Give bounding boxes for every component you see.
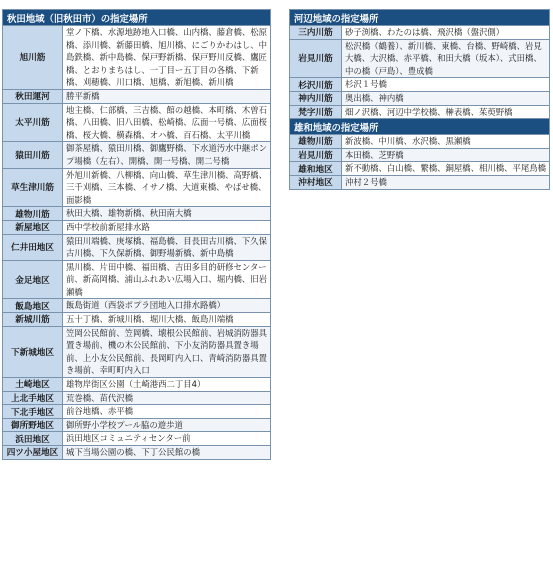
location-places: 御茶屋橋、猿田川橋、御鷹野橋、下水道汚水中継ポンプ場橋（左右）、開橋、開一号橋、開二号橋 [63,142,271,168]
location-name: 杉沢川筋 [290,78,342,92]
location-places: 本田橋、芝野橋 [342,148,550,162]
location-name: 土崎地区 [3,378,63,392]
location-places: 新波橋、中川橋、水沢橋、黒瀬橋 [342,135,550,149]
kawabe-area-header [290,10,550,26]
akita-area-table [2,9,271,460]
location-name: 猿田川筋 [3,142,63,168]
location-name: 草生津川筋 [3,168,63,207]
table-row [3,378,271,392]
location-name: 新城川筋 [3,313,63,327]
location-places: 笠岡公民館前、笠岡橋、壊根公民館前、岩城消防器具置き場前、機の木公民館前、下小友消防器具置き場前、上小友公民館前、長岡町内入口、青崎消防器具置き場前、幸町町内入口 [63,326,271,377]
location-name: 四ツ小屋地区 [3,446,63,460]
table-row [290,39,550,78]
kawabe-area-title: 河辺地域の指定場所 [290,10,550,26]
location-places: 沖村２号橋 [342,175,550,189]
table-row [3,446,271,460]
table-row [3,418,271,432]
location-name: 新屋地区 [3,220,63,234]
table-row [290,91,550,105]
location-name: 仁井田地区 [3,234,63,260]
location-places: 畑ノ沢橋、河辺中学校橋、榊表橋、茱萸野橋 [342,105,550,119]
location-name: 太平川筋 [3,103,63,142]
location-name: 下新城地区 [3,326,63,377]
location-name: 下北手地区 [3,405,63,419]
location-places: 勝平新橋 [63,89,271,103]
location-name: 秋田運河 [3,89,63,103]
location-places: 前谷地橋、赤平橋 [63,405,271,419]
location-name: 雄物川筋 [3,207,63,221]
location-name: 金足地区 [3,260,63,299]
location-name: 浜田地区 [3,432,63,446]
table-row [290,175,550,189]
location-places: 杉沢１号橋 [342,78,550,92]
table-row [3,234,271,260]
yuwa-area-header [290,119,550,135]
table-row [3,432,271,446]
location-places: 荒巻橋、苗代沢橋 [63,391,271,405]
akita-area-title: 秋田地域（旧秋田市）の指定場所 [3,10,271,26]
location-name: 岩見川筋 [290,148,342,162]
location-places: 五十丁橋、新城川橋、堀川大橋、飯島川端橋 [63,313,271,327]
table-row [3,220,271,234]
location-places: 奥出橋、神内橋 [342,91,550,105]
table-row [290,105,550,119]
table-row [3,207,271,221]
table-row [3,103,271,142]
location-places: 猿田川端橋、庚塚橋、福島橋、目長田古川橋、下久保古川橋、下久保新橋、御野場新橋、新中島橋 [63,234,271,260]
location-places: 西中学校前新屋排水路 [63,220,271,234]
location-name: 上北手地区 [3,391,63,405]
table-row [3,26,271,90]
location-name: 雄和地区 [290,162,342,176]
location-places: 松沢橋（鶴養）、新川橋、東橋、台橋、野崎橋、岩見大橋、大沢橋、赤平橋、和田大橋（坂本）、式田橋、中の橋（戸島）、豊成橋 [342,39,550,78]
table-row [290,148,550,162]
table-row [3,168,271,207]
kawabe-yuwa-table [289,9,550,190]
table-row [290,162,550,176]
table-row [3,313,271,327]
location-places: 飯島街道（西袋ポプラ団地入口排水路橋） [63,299,271,313]
location-places: 外旭川新橋、八柳橋、向山橋、草生津川橋、高野橋、三千刈橋、三本橋、イサノ橋、大道東橋、やばせ橋、面影橋 [63,168,271,207]
location-name: 旭川筋 [3,26,63,90]
table-row [290,26,550,40]
table-row [3,405,271,419]
location-places: 浜田地区コミュニティセンター前 [63,432,271,446]
table-row [290,135,550,149]
location-name: 沖村地区 [290,175,342,189]
location-name: 岩見川筋 [290,39,342,78]
location-places: 堂ノ下橋、水源地跡地入口橋、山内橋、藤倉橋、松原橋、添川橋、新藤田橋、旭川橋、にごりかわはし、中島鉄橋、新中島橋、保戸野新橋、保戸野川反橋、鷹匠橋、とおりまちはし、一丁目ー五丁目の各橋、下新橋、刈穂橋、川口橋、旭橋、新旭橋、新川橋 [63,26,271,90]
table-row [3,89,271,103]
location-name: 三内川筋 [290,26,342,40]
table-row [290,78,550,92]
table-row [3,299,271,313]
table-row [3,391,271,405]
location-name: 梵字川筋 [290,105,342,119]
location-places: 地主橋、仁部橋、三吉橋、館の越橋、本町橋、木曽石橋、八田橋、旧八田橋、松崎橋、広面一号橋、広面桜橋、桜大橋、横森橋、オハ橋、百石橋、太平川橋 [63,103,271,142]
location-places: 雄物岸街区公園（土崎港西二丁目4） [63,378,271,392]
table-row [3,142,271,168]
akita-area-header [3,10,271,26]
table-row [3,326,271,377]
location-name: 雄物川筋 [290,135,342,149]
location-places: 秋田大橋、雄物新橋、秋田南大橋 [63,207,271,221]
location-places: 御所野小学校プール脇の遊歩道 [63,418,271,432]
location-places: 城下当場公園の橋、下丁公民館の橋 [63,446,271,460]
location-places: 黒川橋、片田中橋、福田橋、吉田多目的研修センター前、新高岡橋、浦山ふれあい広場入口、堀内橋、旧岩瀬橋 [63,260,271,299]
location-name: 御所野地区 [3,418,63,432]
location-name: 飯島地区 [3,299,63,313]
location-places: 砂子渕橋、わたのは橋、飛沢橋（盤沢側） [342,26,550,40]
location-name: 神内川筋 [290,91,342,105]
table-row [3,260,271,299]
yuwa-area-title: 雄和地域の指定場所 [290,119,550,135]
location-places: 新不動橋、白山橋、繋橋、銅屋橋、相川橋、平尾鳥橋 [342,162,550,176]
